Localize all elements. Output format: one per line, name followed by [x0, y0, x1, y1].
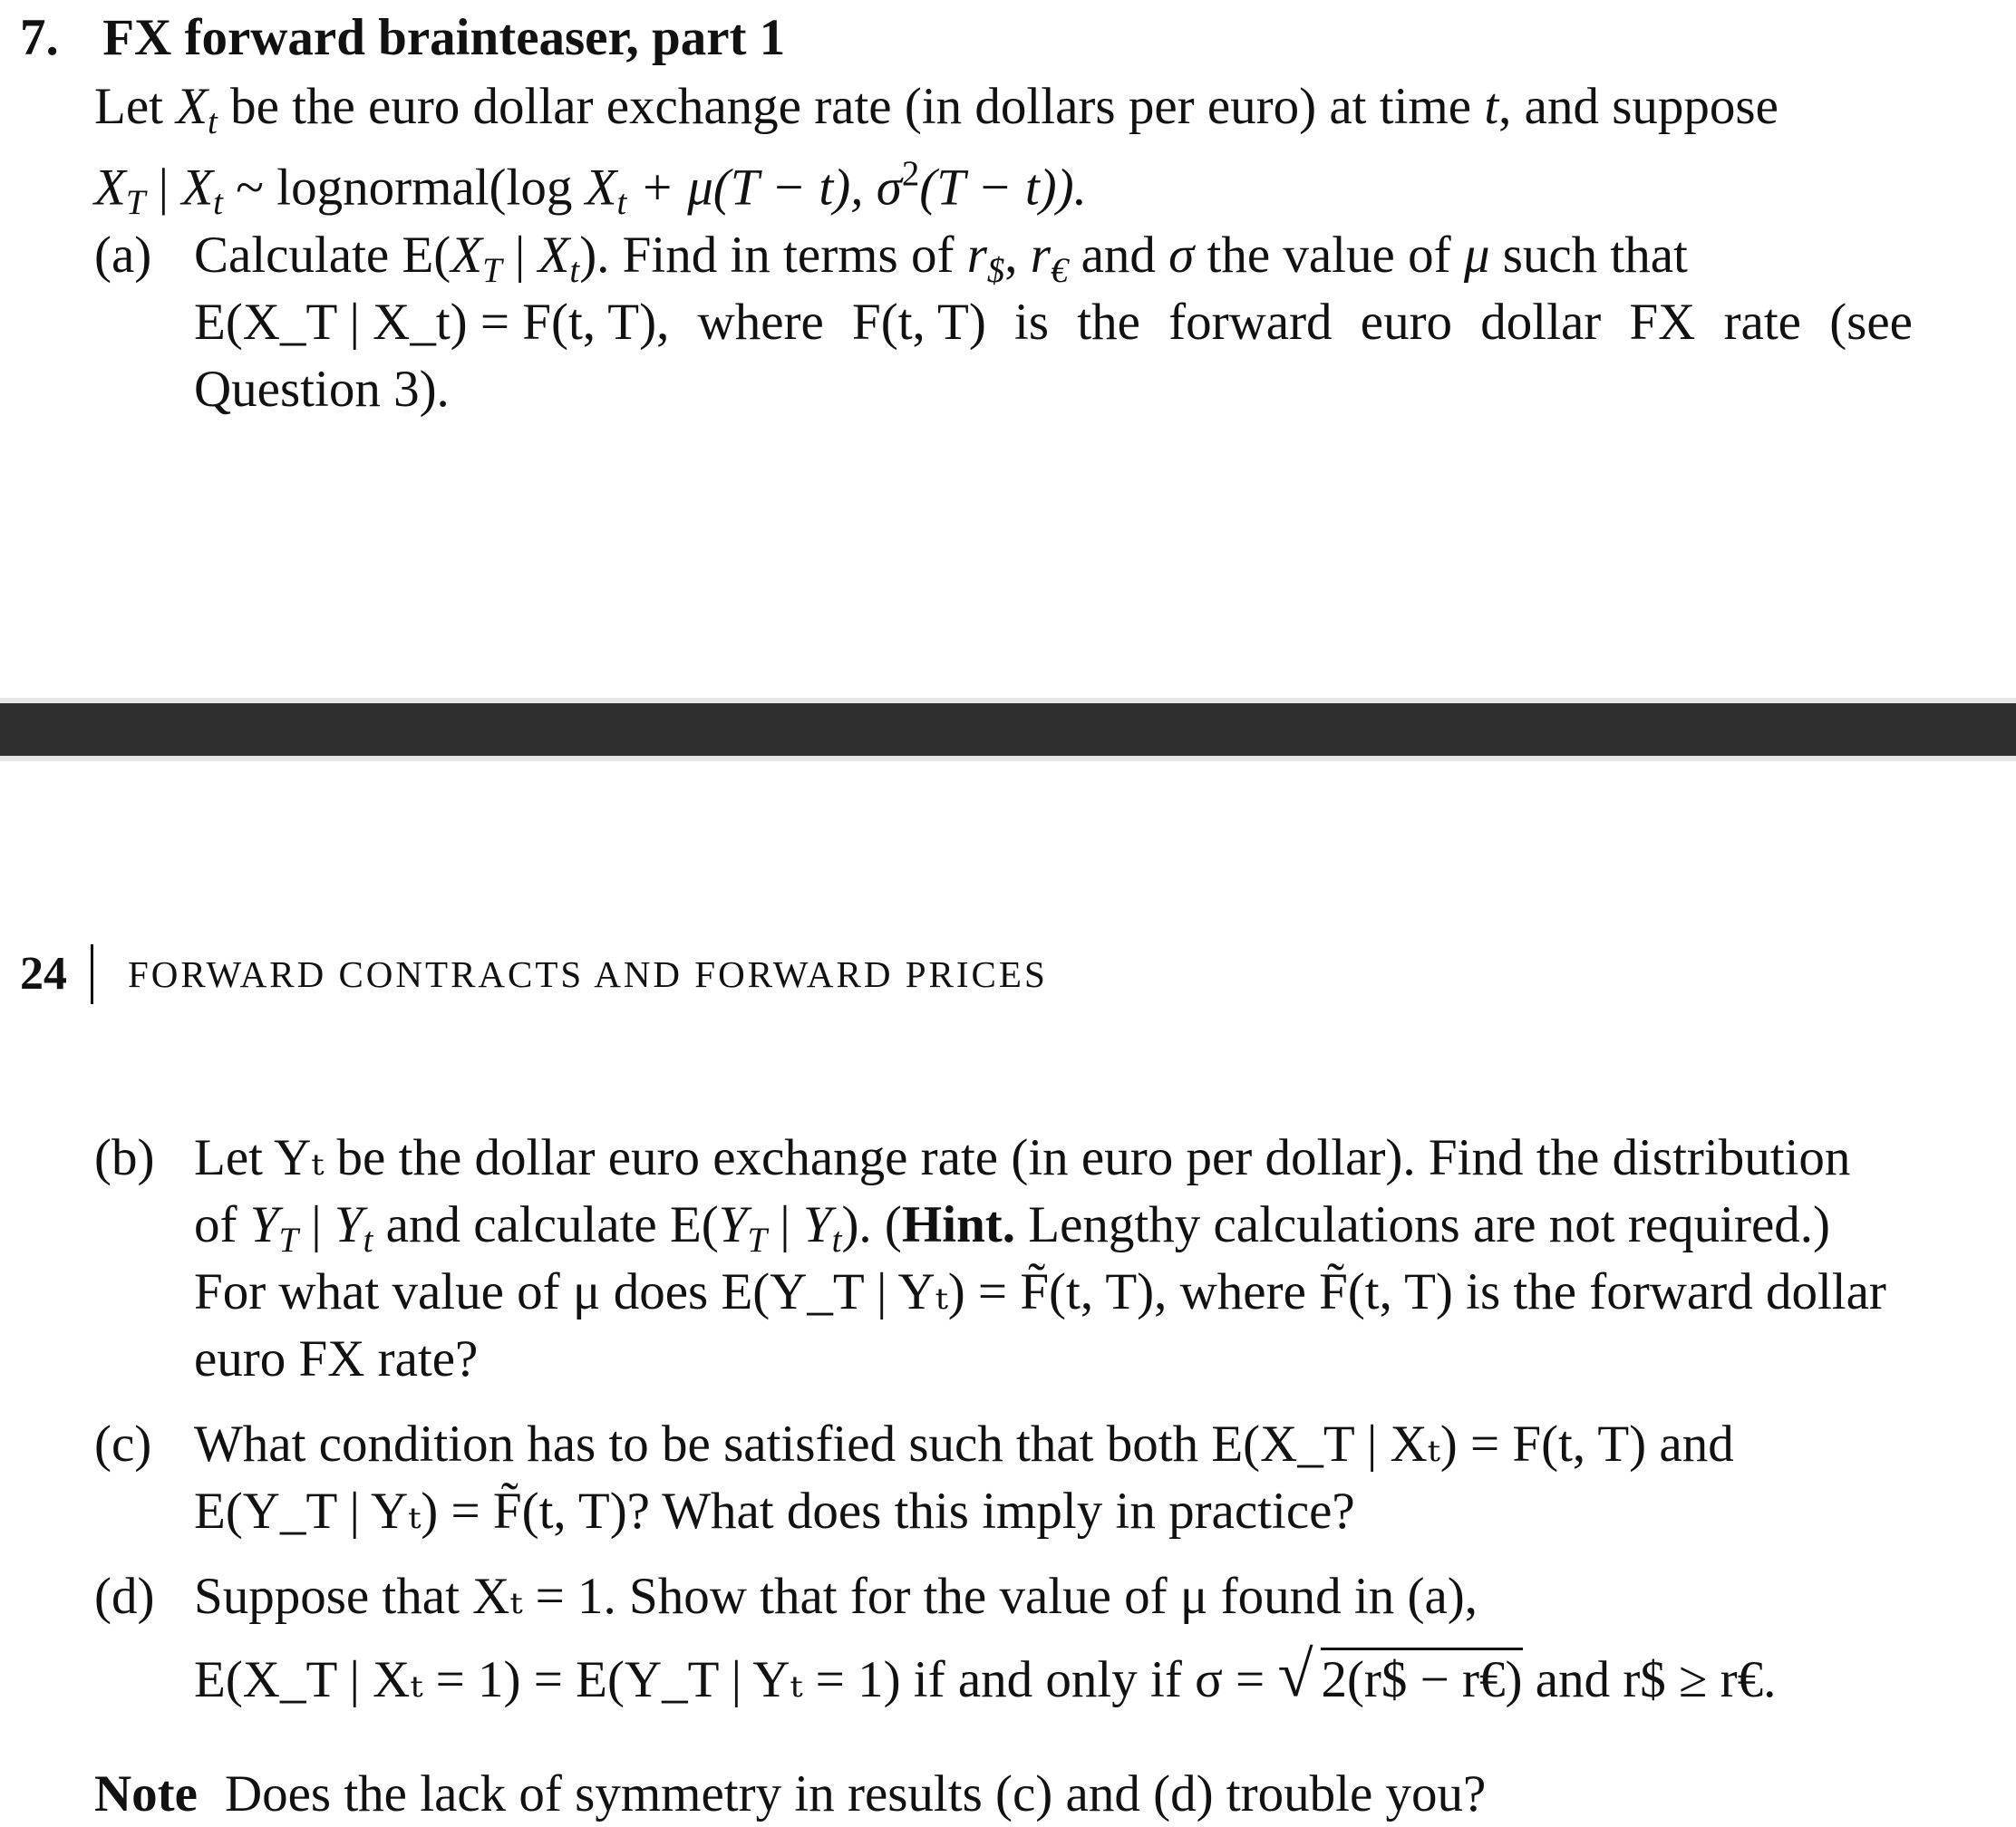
problem-title: FX forward brainteaser, part 1 [102, 9, 786, 66]
hint-label: Hint. [901, 1196, 1016, 1253]
page-header [20, 942, 1048, 1006]
problem-number: 7. [20, 9, 59, 66]
part-a-word: F(t, T) [852, 294, 986, 351]
part-b-line-1: (b) Let Yₜ be the dollar euro exchange rate (in euro per dollar). Find the distribution [94, 1126, 1850, 1191]
part-a-line-2-words [194, 290, 1913, 355]
part-a-word: rate [1723, 294, 1801, 351]
part-d-line-2: E(X_T | Xₜ = 1) = E(Y_T | Yₜ = 1) if and only if σ = √ 2(r$ − r€) and r$ ≥ r€. [194, 1648, 1776, 1713]
square-root: √ 2(r$ − r€) [1277, 1639, 1523, 1710]
page-break-band [0, 703, 2016, 756]
part-a-line-2 [194, 290, 1913, 355]
intro-line-1: Let $X_t$ be the euro dollar exchange rate (in dollars per euro) at time t, and suppose [94, 78, 1779, 141]
note-text: Does the lack of symmetry in results (c) and (d) trouble you? [224, 1765, 1487, 1822]
chapter-title: FORWARD CONTRACTS AND FORWARD PRICES [128, 953, 1048, 995]
part-c-line-1: (c) What condition has to be satisfied such that both E(X_T | Xₜ) = F(t, T) and [94, 1412, 1734, 1477]
part-b-line-4: euro FX rate? [194, 1330, 479, 1387]
part-b-line-3: For what value of μ does E(Y_T | Yₜ) = F̃(t, T), where F̃(t, T) is the forward dollar [194, 1263, 1886, 1320]
part-d-label: (d) [94, 1568, 155, 1625]
header-divider [91, 944, 93, 1004]
intro-line-2: $X_T$ | $X_t$ ~ lognormal(log $X_t + \mu(T - t)$, $\sigma^2(T - t)$). [94, 154, 1087, 223]
part-b-line-2: of $Y_T$ | $Y_t$ and calculate $E(Y_T$ | $Y_t$). (Hint. Lengthy calculations are not required.) [194, 1196, 1830, 1260]
part-a-word: is [1014, 294, 1050, 351]
part-c-line-2: E(Y_T | Yₜ) = F̃(t, T)? What does this imply in practice? [194, 1483, 1355, 1540]
part-d-line-1: (d) Suppose that Xₜ = 1. Show that for the value of μ found in (a), [94, 1564, 1478, 1629]
part-c-label: (c) [94, 1416, 152, 1473]
note-label: Note [94, 1765, 198, 1822]
page-break-shadow-bottom [0, 756, 2016, 761]
part-a-word: FX [1629, 294, 1696, 351]
problem-heading [20, 5, 785, 71]
part-a-word: euro [1360, 294, 1453, 351]
page-number: 24 [20, 948, 67, 1000]
part-a-label: (a) [94, 227, 152, 284]
part-a-word: forward [1168, 294, 1333, 351]
part-a-word: the [1077, 294, 1140, 351]
part-b-label: (b) [94, 1129, 155, 1186]
part-a-word: (see [1829, 294, 1913, 351]
part-a-word: where [697, 294, 824, 351]
radical-sign: √ [1277, 1639, 1313, 1710]
part-a-line-1: (a) Calculate $E(X_T$ | $X_t$). Find in terms of $r_{\$}$, $r_€$ and σ the value of μ such that [94, 223, 1688, 304]
part-a-word: E(X_T | X_t) = F(t, T), [194, 294, 670, 351]
note-line [94, 1762, 1486, 1827]
part-a-line-3: Question 3). [194, 361, 450, 418]
part-a-word: dollar [1480, 294, 1602, 351]
